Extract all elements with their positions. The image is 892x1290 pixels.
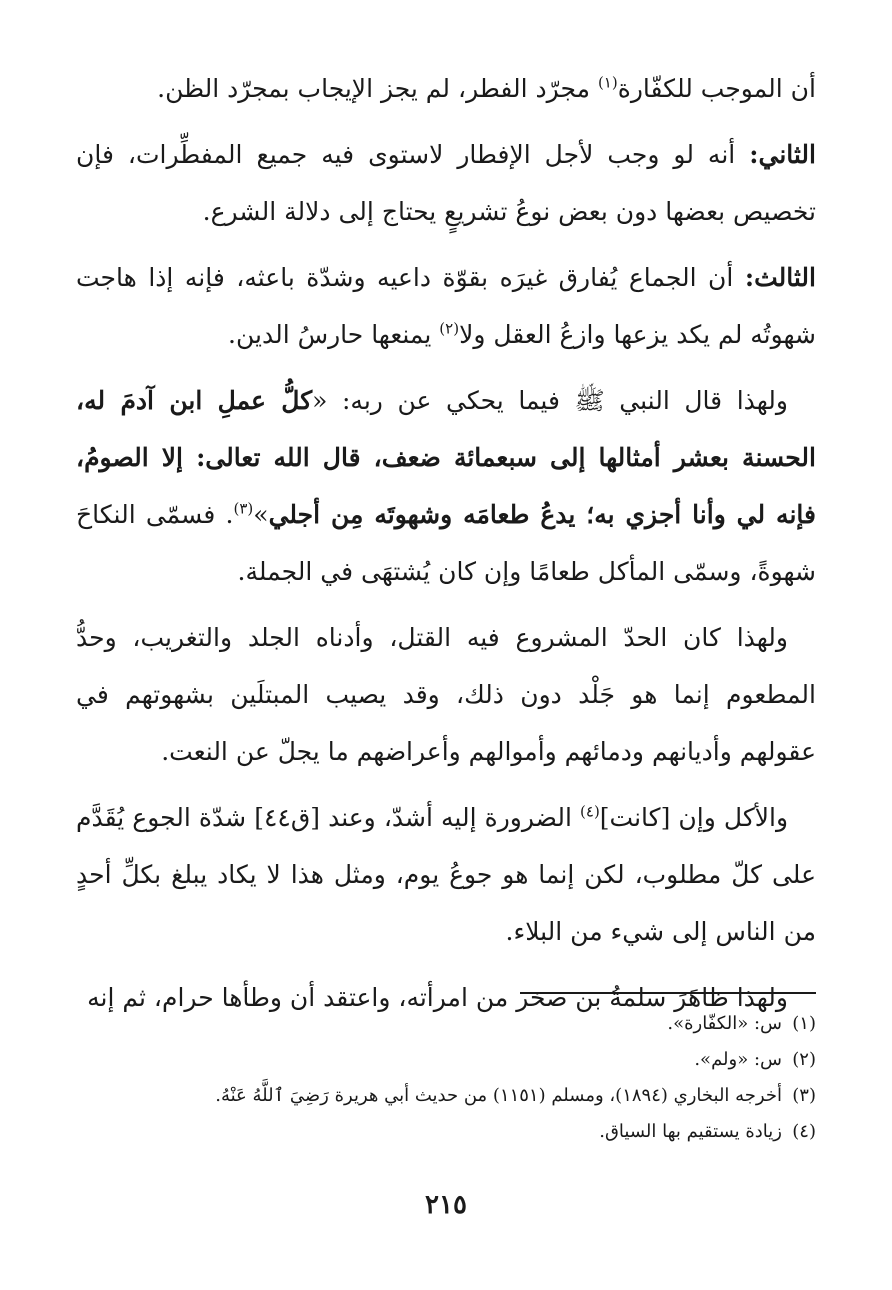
text-run: أن الموجب للكفّارة	[617, 74, 816, 103]
footnote	[76, 1042, 816, 1078]
footnote-number: (١)	[792, 1013, 816, 1034]
footnote-text: س: «الكفّارة».	[667, 1013, 782, 1034]
text-run: يمنعها حارسُ الدين.	[228, 320, 440, 349]
footnote-ref: (١)	[597, 73, 618, 92]
footnote-text: زيادة يستقيم بها السياق.	[599, 1121, 782, 1142]
paragraph	[76, 60, 816, 117]
footnote-number: (٣)	[792, 1085, 816, 1106]
paragraph	[76, 372, 816, 600]
footnote-ref: (٤)	[580, 802, 600, 821]
paragraph	[76, 249, 816, 363]
text-run: ولهذا كان الحدّ المشروع فيه القتل، وأدناه الجلد والتغريب، وحدُّ المطعوم إنما هو جَلْد دون ذلك، وقد يصيب المبتلَين بشهوتهم في عقولهم وأديانهم ودمائهم وأموالهم وأعراضهم ما يجلّ عن النعت.	[76, 623, 816, 766]
text-run: »	[253, 500, 269, 529]
text-run: ولهذا ظاهَرَ سلمةُ بن صخر من امرأته، واعتقد أن وطأها حرام، ثم إنه	[87, 983, 788, 1012]
footnote	[76, 1114, 816, 1150]
text-run: الضرورة إليه أشدّ، وعند [ق٤٤] شدّة الجوع يُقَدَّم على كلّ مطلوب، لكن إنما هو جوعُ يوم، ومثل هذا لا يكاد يبلغ بكلِّ أحدٍ من الناس إلى شيء من البلاء.	[76, 803, 816, 946]
footnote	[76, 1078, 816, 1114]
paragraph-lead: الثالث:	[744, 263, 816, 292]
footnote	[76, 1006, 816, 1042]
footnote-number: (٢)	[792, 1049, 816, 1070]
footnotes	[76, 1006, 816, 1150]
paragraph	[76, 789, 816, 960]
text-run: . فسمّى النكاحَ شهوةً، وسمّى المأكل طعامًا وإن كان يُشتهَى في الجملة.	[76, 500, 816, 586]
footnote-text: أخرجه البخاري (١٨٩٤)، ومسلم (١١٥١) من حديث أبي هريرة رَضِيَ ٱللَّهُ عَنْهُ.	[215, 1085, 782, 1106]
text-run: أنه لو وجب لأجل الإفطار لاستوى فيه جميع المفطِّرات، فإن تخصيص بعضها دون بعض نوعُ تشريعٍ يحتاج إلى دلالة الشرع.	[76, 140, 816, 226]
footnote-separator	[520, 992, 816, 994]
hadith-quote: كلُّ عملِ ابن آدمَ له، الحسنة بعشر أمثالها إلى سبعمائة ضعف، قال الله تعالى: إلا الصومُ، فإنه لي وأنا أجزي به؛ يدعُ طعامَه وشهوتَه مِن أجلي	[76, 386, 816, 529]
page-number: ٢١٥	[425, 1190, 467, 1220]
text-run: مجرّد الفطر، لم يجز الإيجاب بمجرّد الظن.	[157, 74, 598, 103]
text-run: والأكل وإن [كانت]	[599, 803, 789, 832]
footnote-ref: (٣)	[233, 499, 254, 518]
text-run: أن الجماع يُفارق غيرَه بقوّة داعيه وشدّة باعثه، فإنه إذا هاجت شهوتُه لم يكد يزعها وازعُ العقل ولا	[76, 263, 816, 349]
footnote-text: س: «ولم».	[694, 1049, 782, 1070]
footnote-ref: (٢)	[439, 319, 460, 338]
paragraph	[76, 609, 816, 780]
paragraph	[76, 126, 816, 240]
text-run: ولهذا قال النبي ﷺ فيما يحكي عن ربه: «	[312, 386, 788, 415]
paragraph-lead: الثاني:	[749, 140, 816, 169]
main-text	[76, 60, 816, 1035]
footnote-number: (٤)	[792, 1121, 816, 1142]
